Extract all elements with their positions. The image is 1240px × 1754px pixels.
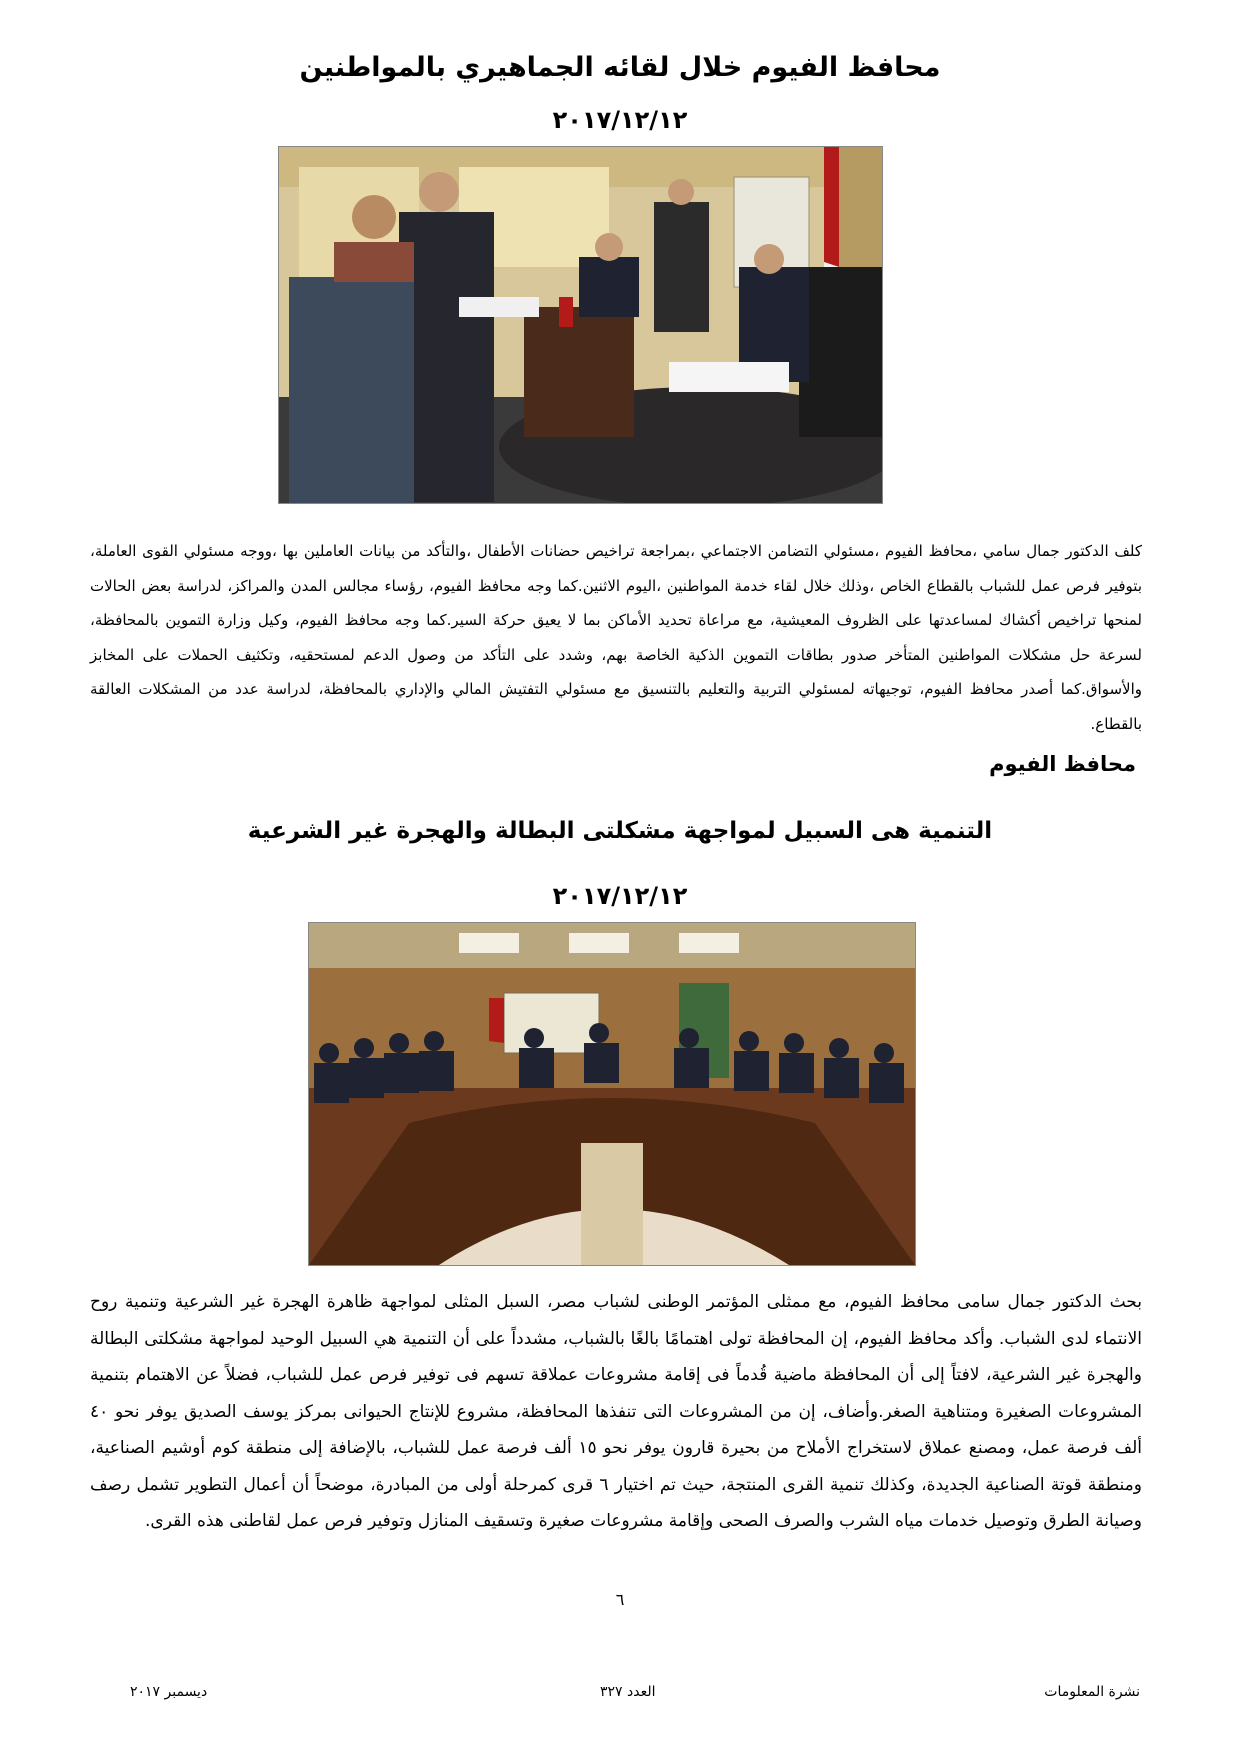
article1-title: محافظ الفيوم خلال لقائه الجماهيري بالمواطنين — [299, 52, 941, 83]
article1-photo — [278, 146, 883, 504]
article2-date: ٢٠١٧/١٢/١٢ — [552, 882, 688, 910]
article1-body: كلف الدكتور جمال سامي ،محافظ الفيوم ،مسئولي التضامن الاجتماعي ،بمراجعة تراخيص حضانات الأطفال ،والتأكد من بيانات العاملين بها ،ووجه مسئولي القوى العاملة، بتوفير فرص عمل للشباب بالقطاع الخاص ،وذلك خلال لقاء خدمة المواطنين ،اليوم الاثنين.كما وجه محافظ الفيوم، رؤساء مجالس المدن والمراكز، لدراسة بعض الحالات لمنحها تراخيص أكشاك لمساعدتها على الظروف المعيشية، مع مراعاة تحديد الأماكن بما لا يعيق حركة السير.كما وجه محافظ الفيوم، وكيل وزارة التموين بالمحافظة، لسرعة حل مشكلات المواطنين المتأخر صدور بطاقات التموين الذكية الخاصة بهم، وشدد على التأكد من وصول الدعم لمستحقيه، وتكثيف الحملات على المخابز والأسواق.كما أصدر محافظ الفيوم، توجيهاته لمسئولي التربية والتعليم بالتنسيق مع مسئولي التفتيش المالي والإداري بالمحافظة، لدراسة عدد من المشكلات العالقة بالقطاع. — [90, 542, 1142, 733]
article1-date: ٢٠١٧/١٢/١٢ — [552, 106, 688, 134]
footer-publication: نشرة المعلومات — [1044, 1684, 1140, 1700]
article2-title: التنمية هى السبيل لمواجهة مشكلتى البطالة والهجرة غير الشرعية — [247, 818, 993, 844]
article2-body: بحث الدكتور جمال سامى محافظ الفيوم، مع ممثلى المؤتمر الوطنى لشباب مصر، السبل المثلى لمواجهة ظاهرة الهجرة غير الشرعية وتنمية روح الانتماء لدى الشباب. وأكد محافظ الفيوم، إن المحافظة تولى اهتمامًا بالغًا بالشباب، مشدداً على أن التنمية هي السبيل الوحيد لمواجهة مشكلتى البطالة والهجرة غير الشرعية، لافتاً إلى أن المحافظة ماضية قُدماً فى إقامة مشروعات عملاقة تسهم فى توفير فرص عمل للشباب، فضلاً عن الاهتمام بتنمية المشروعات الصغيرة ومتناهية الصغر.وأضاف، إن من المشروعات التى تنفذها المحافظة، مشروع للإنتاج الحيوانى بمركز يوسف الصديق يوفر نحو ٤٠ ألف فرصة عمل، ومصنع عملاق لاستخراج الأملاح من بحيرة قارون يوفر نحو ١٥ ألف فرصة عمل للشباب، بالإضافة إلى منطقة كوم أوشيم الصناعية، ومنطقة قوتة الصناعية الجديدة، وكذلك تنمية القرى المنتجة، حيث تم اختيار ٦ قرى كمرحلة أولى من المبادرة، موضحاً أن أعمال التطوير تشمل رصف وصيانة الطرق وتوصيل خدمات مياه الشرب والصرف الصحى وإقامة مشروعات صغيرة وتسقيف المنازل وتوفير فرص عمل لقاطنى هذه القرى. — [90, 1292, 1143, 1531]
article1-byline: محافظ الفيوم — [989, 752, 1136, 776]
article2-photo — [308, 922, 916, 1266]
conference-room-photo — [309, 923, 915, 1265]
governor-meeting-photo — [279, 147, 882, 503]
footer-issue: العدد ٣٢٧ — [600, 1684, 656, 1700]
page-number: ٦ — [615, 1590, 625, 1609]
footer-month: ديسمبر ٢٠١٧ — [130, 1684, 208, 1700]
